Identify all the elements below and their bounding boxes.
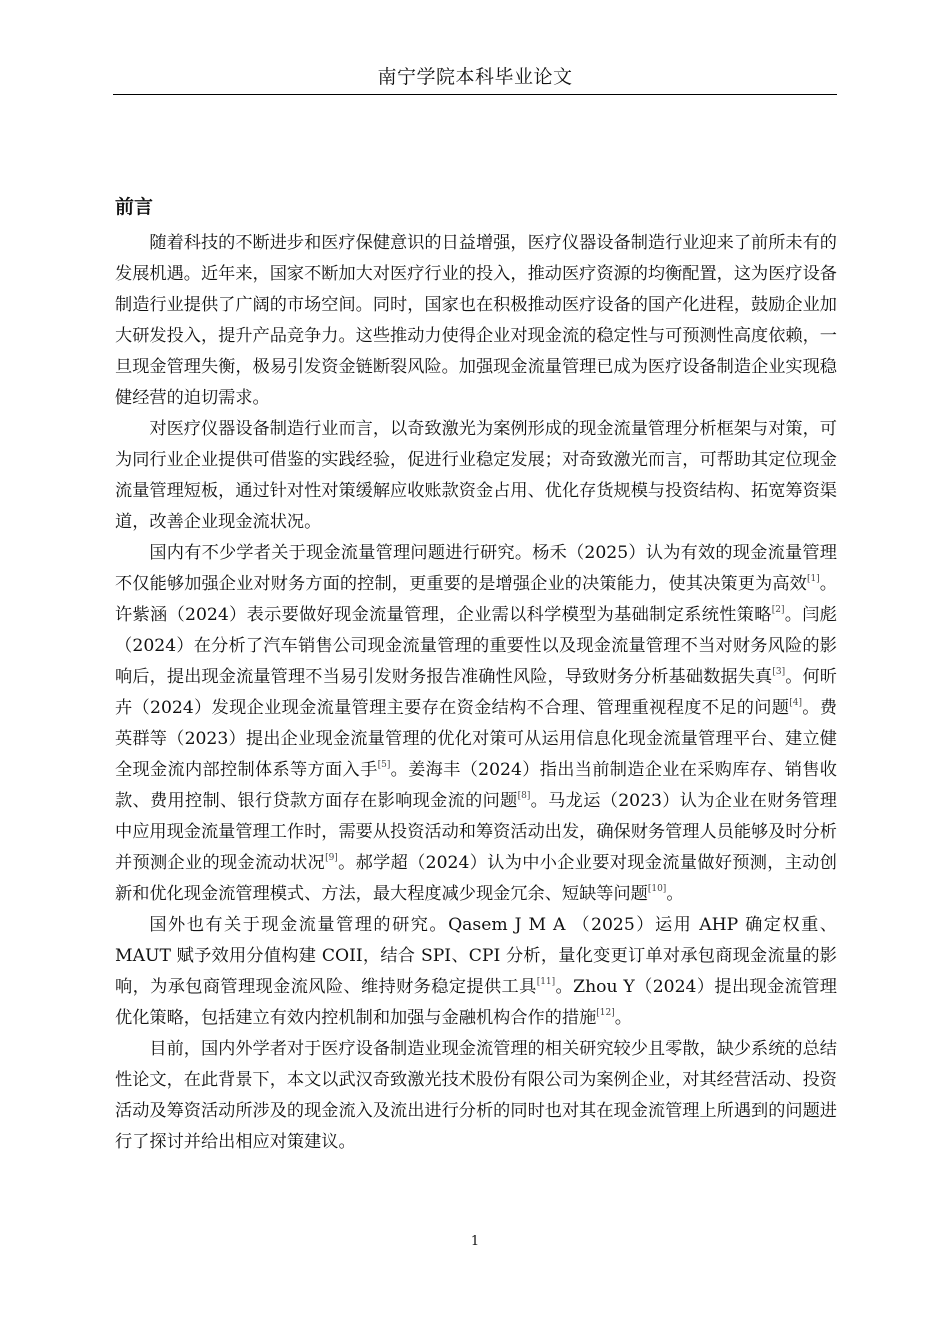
citation-ref: [9] — [325, 853, 338, 863]
header-divider — [113, 94, 837, 95]
paragraph-text: 国内有不少学者关于现金流量管理问题进行研究。杨禾（2025）认为有效的现金流量管理不仅能够加强企业对财务方面的控制，更重要的是增强企业的决策能力，使其决策更为高效 — [115, 543, 837, 594]
paragraph-text: 。姜海丰（2024）指出当前制造企业在采购库存、销售收款、费用控制、银行贷款方面存在影响现金流的问题 — [115, 760, 837, 811]
paragraph-text: 。闫彪（2024）在分析了汽车销售公司现金流量管理的重要性以及现金流量管理不当对财务风险的影响后，提出现金流量管理不当易引发财务报告准确性风险，导致财务分析基础数据失真 — [115, 605, 837, 687]
citation-ref: [2] — [771, 605, 785, 615]
paragraph-text: 。Zhou Y（2024）提出现金流管理优化策略，包括建立有效内控机制和加强与金融机构合作的措施 — [115, 977, 837, 1028]
paragraph-text: 。 — [666, 884, 684, 904]
paragraph-text: 。郝学超（2024）认为中小企业要对现金流量做好预测，主动创新和优化现金流管理模式、方法，最大程度减少现金冗余、短缺等问题 — [115, 853, 837, 904]
paragraph-text: 。马龙运（2023）认为企业在财务管理中应用现金流量管理工作时，需要从投资活动和筹资活动出发，确保财务管理人员能够及时分析并预测企业的现金流动状况 — [115, 791, 837, 873]
paragraph-text: 国外也有关于现金流量管理的研究。Qasem J M A （2025）运用 AHP 确定权重、MAUT 赋予效用分值构建 COII，结合 SPI、CPI 分析，量化变更订单对承包商现金流量的影响，为承包商管理现金流风险、维持财务稳定提供工具 — [115, 915, 837, 997]
citation-ref: [3] — [772, 667, 786, 677]
paragraph-text: 目前，国内外学者对于医疗设备制造业现金流管理的相关研究较少且零散，缺少系统的总结性论文，在此背景下，本文以武汉奇致激光技术股份有限公司为案例企业，对其经营活动、投资活动及筹资活动所涉及的现金流入及流出进行分析的同时也对其在现金流管理上所遇到的问题进行了探讨并给出相应对策建议。 — [115, 1039, 837, 1152]
citation-ref: [5] — [377, 760, 391, 770]
paragraph-text: 。许紫涵（2024）表示要做好现金流量管理，企业需以科学模型为基础制定系统性策略 — [115, 574, 837, 625]
paragraph-text: 对医疗仪器设备制造行业而言，以奇致激光为案例形成的现金流量管理分析框架与对策，可为同行业企业提供可借鉴的实践经验，促进行业稳定发展；对奇致激光而言，可帮助其定位现金流量管理短板，通过针对性对策缓解应收账款资金占用、优化存货规模与投资结构、拓宽筹资渠道，改善企业现金流状况。 — [115, 419, 837, 532]
citation-ref: [12] — [596, 1008, 615, 1018]
paragraph-text: 。费英群等（2023）提出企业现金流量管理的优化对策可从运用信息化现金流量管理平台、建立健全现金流内部控制体系等方面入手 — [115, 698, 837, 780]
body-paragraph — [115, 538, 837, 910]
citation-ref: [11] — [536, 977, 556, 987]
body-paragraph — [115, 910, 837, 1034]
document-body — [115, 228, 837, 1158]
paragraph-text: 。何昕卉（2024）发现企业现金流量管理主要存在资金结构不合理、管理重视程度不足的问题 — [115, 667, 837, 718]
citation-ref: [1] — [806, 574, 820, 584]
citation-ref: [10] — [647, 884, 667, 894]
page-number: 1 — [470, 1234, 480, 1249]
citation-ref: [4] — [789, 698, 802, 708]
body-paragraph — [115, 228, 837, 414]
section-heading: 前言 — [115, 196, 154, 218]
paragraph-text: 。 — [614, 1008, 632, 1028]
body-paragraph — [115, 414, 837, 538]
paragraph-text: 随着科技的不断进步和医疗保健意识的日益增强，医疗仪器设备制造行业迎来了前所未有的发展机遇。近年来，国家不断加大对医疗行业的投入，推动医疗资源的均衡配置，这为医疗设备制造行业提供了广阔的市场空间。同时，国家也在积极推动医疗设备的国产化进程，鼓励企业加大研发投入，提升产品竞争力。这些推动力使得企业对现金流的稳定性与可预测性高度依赖，一旦现金管理失衡，极易引发资金链断裂风险。加强现金流量管理已成为医疗设备制造企业实现稳健经营的迫切需求。 — [115, 233, 837, 408]
citation-ref: [8] — [517, 791, 531, 801]
body-paragraph — [115, 1034, 837, 1158]
page-header-title: 南宁学院本科毕业论文 — [377, 66, 573, 88]
